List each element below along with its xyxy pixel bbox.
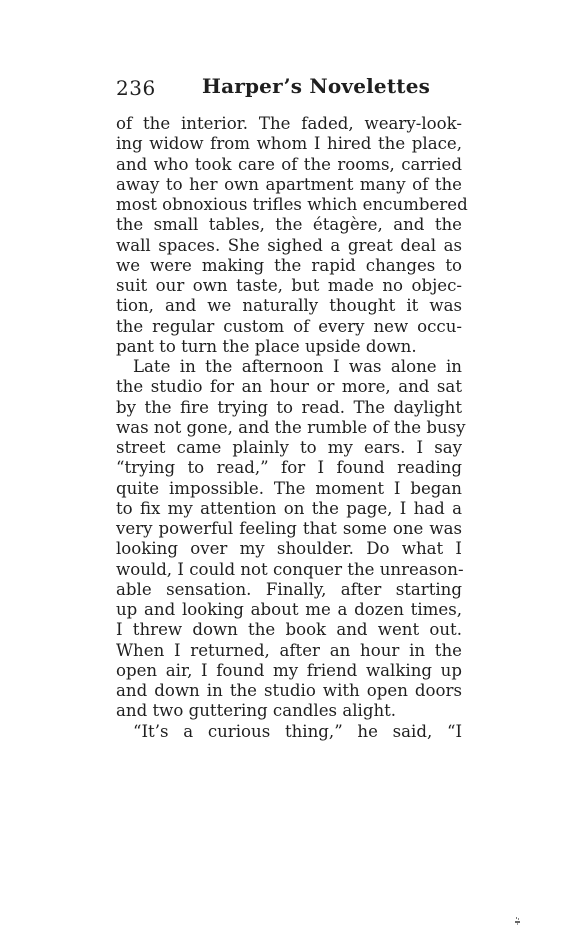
text-line: was not gone, and the rumble of the busy	[116, 417, 466, 437]
text-line: Late in the afternoon I was alone in	[133, 357, 462, 376]
running-head	[116, 74, 466, 102]
text-line: the regular custom of every new occu-	[116, 316, 462, 336]
text-line: When I returned, after an hour in the	[116, 640, 462, 660]
text-line: wall spaces. She sighed a great deal as	[116, 235, 462, 255]
text-line: to fix my attention on the page, I had a	[116, 498, 462, 518]
text-line: away to her own apartment many of the	[116, 174, 462, 194]
text-line: very powerful feeling that some one was	[116, 519, 462, 538]
text-line: able sensation. Finally, after starting	[116, 579, 462, 599]
text-line: the small tables, the étagère, and the	[116, 215, 462, 235]
book-title: Harper’s Novelettes	[202, 74, 431, 98]
text-line: “trying to read,” for I found reading	[116, 458, 462, 478]
text-line: quite impossible. The moment I began	[116, 478, 462, 498]
text-line: ing widow from whom I hired the place,	[116, 134, 462, 154]
text-line: I threw down the book and went out.	[116, 620, 462, 640]
text-line: of the interior. The faded, weary-look-	[116, 114, 462, 133]
text-line: up and looking about me a dozen times,	[116, 600, 462, 619]
text-line: looking over my shoulder. Do what I	[116, 539, 462, 559]
text-line: street came plainly to my ears. I say	[116, 438, 462, 457]
text-line: open air, I found my friend walking up	[116, 660, 462, 680]
text-line: pant to turn the place upside down.	[116, 336, 417, 356]
text-line: and down in the studio with open doors	[116, 681, 462, 700]
text-line: by the fire trying to read. The daylight	[116, 397, 462, 417]
text-line: we were making the rapid changes to	[116, 255, 462, 275]
text-line: tion, and we naturally thought it was	[116, 296, 462, 316]
text-line: and who took care of the rooms, carried	[116, 154, 462, 174]
text-line: the studio for an hour or more, and sat	[116, 377, 462, 397]
text-line: and two guttering candles alight.	[116, 701, 397, 721]
text-line: would, I could not conquer the unreason-	[116, 559, 464, 579]
text-line: suit our own taste, but made no objec-	[116, 276, 462, 295]
scan-speck-mark	[515, 917, 520, 925]
text-line: “It’s a curious thing,” he said, “I	[133, 721, 462, 741]
page-number: 236	[116, 76, 156, 100]
text-line: most obnoxious trifles which encumbered	[116, 195, 468, 214]
body-text	[116, 114, 468, 742]
